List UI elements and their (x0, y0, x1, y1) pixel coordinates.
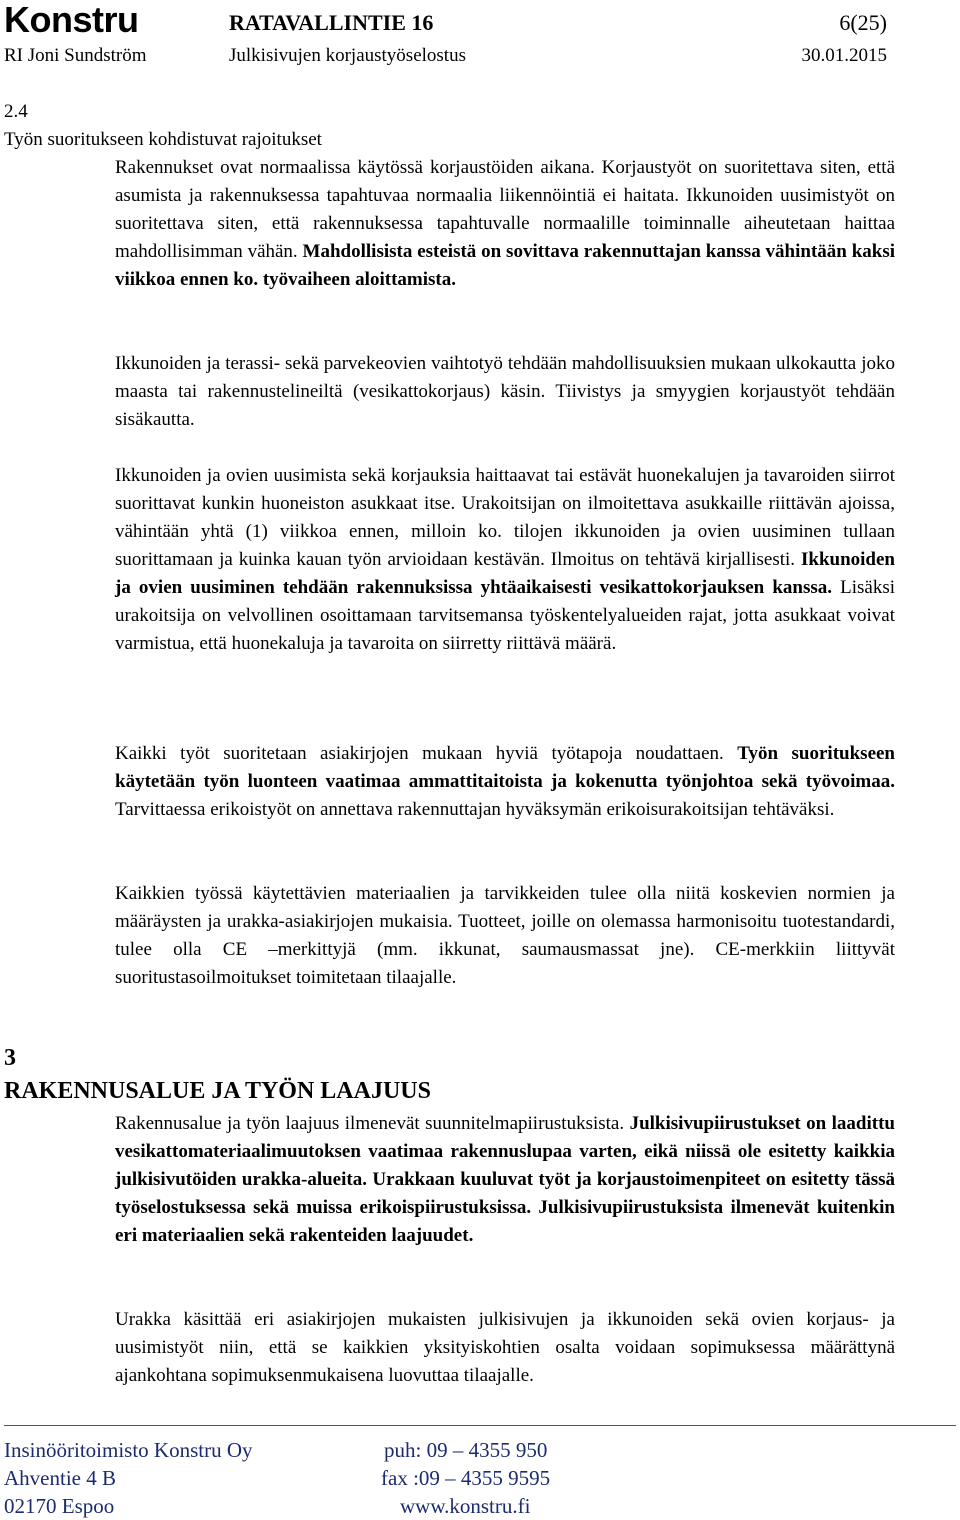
document-date: 30.01.2015 (801, 45, 887, 66)
paragraph-emphasis: Ikkunoiden ja ovien uusiminen tehdään rakennuksissa yhtäaikaisesti vesikattokorjauksen kanssa. (115, 549, 895, 598)
footer-city: 02170 Espoo (4, 1494, 115, 1518)
paragraph-window-replacement: Ikkunoiden ja terassi- sekä parvekeovien vaihtotyö tehdään mahdollisuuksien mukaan ulkokautta joko maasta tai rakennustelineiltä (vesikattokorjaus) käsin. Tiivistys ja smyygien korjaustyöt tehdään sisäkautta. (115, 353, 895, 430)
paragraph-text: Ikkunoiden ja ovien uusimista sekä korjauksia haittaavat tai estävät huonekalujen ja tavaroiden siirrot suorittavat kunkin huoneiston asukkaat itse. Urakoitsijan on ilmoitettava asukkaille riittävän ajoissa, vähintään yhtä (1) viikkoa ennen, milloin ko. tilojen ikkunoiden ja ovien uusiminen tullaan suorittamaan ja kuinka kauan työn arvioidaan kestävän. Ilmoitus on tehtävä kirjallisesti. (115, 465, 895, 570)
section-number: 3 (4, 1045, 16, 1071)
author: RI Joni Sundström (4, 45, 147, 66)
paragraph-restrictions (115, 154, 895, 294)
project-title: RATAVALLINTIE 16 (229, 10, 434, 35)
document-title: Julkisivujen korjaustyöselostus (229, 45, 466, 66)
paragraph-text: Tarvittaessa erikoistyöt on annettava rakennuttajan hyväksymän erikoisurakoitsijan tehtäväksi. (115, 799, 835, 820)
section-title: Työn suoritukseen kohdistuvat rajoitukset (4, 129, 322, 150)
paragraph-contract: Urakka käsittää eri asiakirjojen mukaisten julkisivujen ja ikkunoiden sekä ovien korjaus- ja uusimistyöt niin, että se kaikkien yksityiskohtien osalta voidaan sopimuksessa määrättynä ajankohtana sopimuksenmukaisena luovuttaa tilaajalle. (115, 1309, 895, 1386)
paragraph-emphasis: Mahdollisista esteistä on sovittava rakennuttajan kanssa vähintään kaksi viikkoa ennen ko. työvaiheen aloittamista. (115, 241, 896, 290)
company-logo: Konstru (4, 0, 139, 40)
paragraph-workmanship (115, 740, 895, 824)
paragraph-emphasis: Työn suoritukseen käytetään työn luonteen vaatimaa ammattitaitoista ja kokenutta työnjohtoa sekä työvoimaa. (115, 743, 895, 792)
footer-website-link[interactable]: www.konstru.fi (400, 1494, 531, 1518)
footer-company: Insinööritoimisto Konstru Oy (4, 1438, 253, 1462)
paragraph-materials: Kaikkien työssä käytettävien materiaalien ja tarvikkeiden tulee olla niitä koskevien normien ja määräysten ja urakka-asiakirjojen mukaisia. Tuotteet, joille on olemassa harmonisoitu tuotestandardi, tulee olla CE –merkittyjä (mm. ikkunat, saumausmassat jne). CE-merkkiin liittyvät suoritustasoilmoitukset toimitetaan tilaajalle. (115, 883, 895, 988)
paragraph-furniture (115, 462, 895, 658)
paragraph-text: Lisäksi urakoitsija on velvollinen osoittamaan tarvitsemansa työskentelyalueiden rajat, jotta asukkaat voivat varmistua, että huonekaluja ja tavaroita on siirretty riittävä määrä. (115, 577, 895, 654)
paragraph-text: Rakennusalue ja työn laajuus ilmenevät suunnitelmapiirustuksista. (115, 1113, 625, 1134)
paragraph-text: Rakennukset ovat normaalissa käytössä korjaustöiden aikana. Korjaustyöt on suoritettava siten, että asumista ja rakennuksessa tapahtuvaa normaalia liikennöintiä ei haitata. Ikkunoiden uusimistyöt on suoritettava siten, että rakennuksessa tapahtuvalle normaalille toiminnalle aiheutetaan haittaa mahdollisimman vähän. (115, 157, 895, 262)
paragraph-emphasis: Julkisivupiirustukset on laadittu vesikattomateriaalimuutoksen vaatimaa rakennuslupaa varten, eikä niissä ole esitetty kaikkia julkisivutöiden urakka-alueita. Urakkaan kuuluvat työt ja korjaustoimenpiteet on esitetty tässä työselostuksessa sekä muissa erikoispiirustuksissa. Julkisivupiirustuksista ilmenevät kuitenkin eri materiaalien sekä rakenteiden laajuudet. (115, 1113, 895, 1246)
footer-fax: fax :09 – 4355 9595 (381, 1466, 551, 1490)
footer-divider (4, 1425, 956, 1426)
section-number: 2.4 (4, 101, 28, 122)
footer-street: Ahventie 4 B (4, 1466, 116, 1490)
footer-phone: puh: 09 – 4355 950 (384, 1438, 548, 1462)
paragraph-site-scope (115, 1110, 895, 1250)
page-number: 6(25) (839, 10, 887, 35)
section-title: RAKENNUSALUE JA TYÖN LAAJUUS (4, 1078, 431, 1104)
paragraph-text: Kaikki työt suoritetaan asiakirjojen mukaan hyviä työtapoja noudattaen. (115, 743, 724, 764)
